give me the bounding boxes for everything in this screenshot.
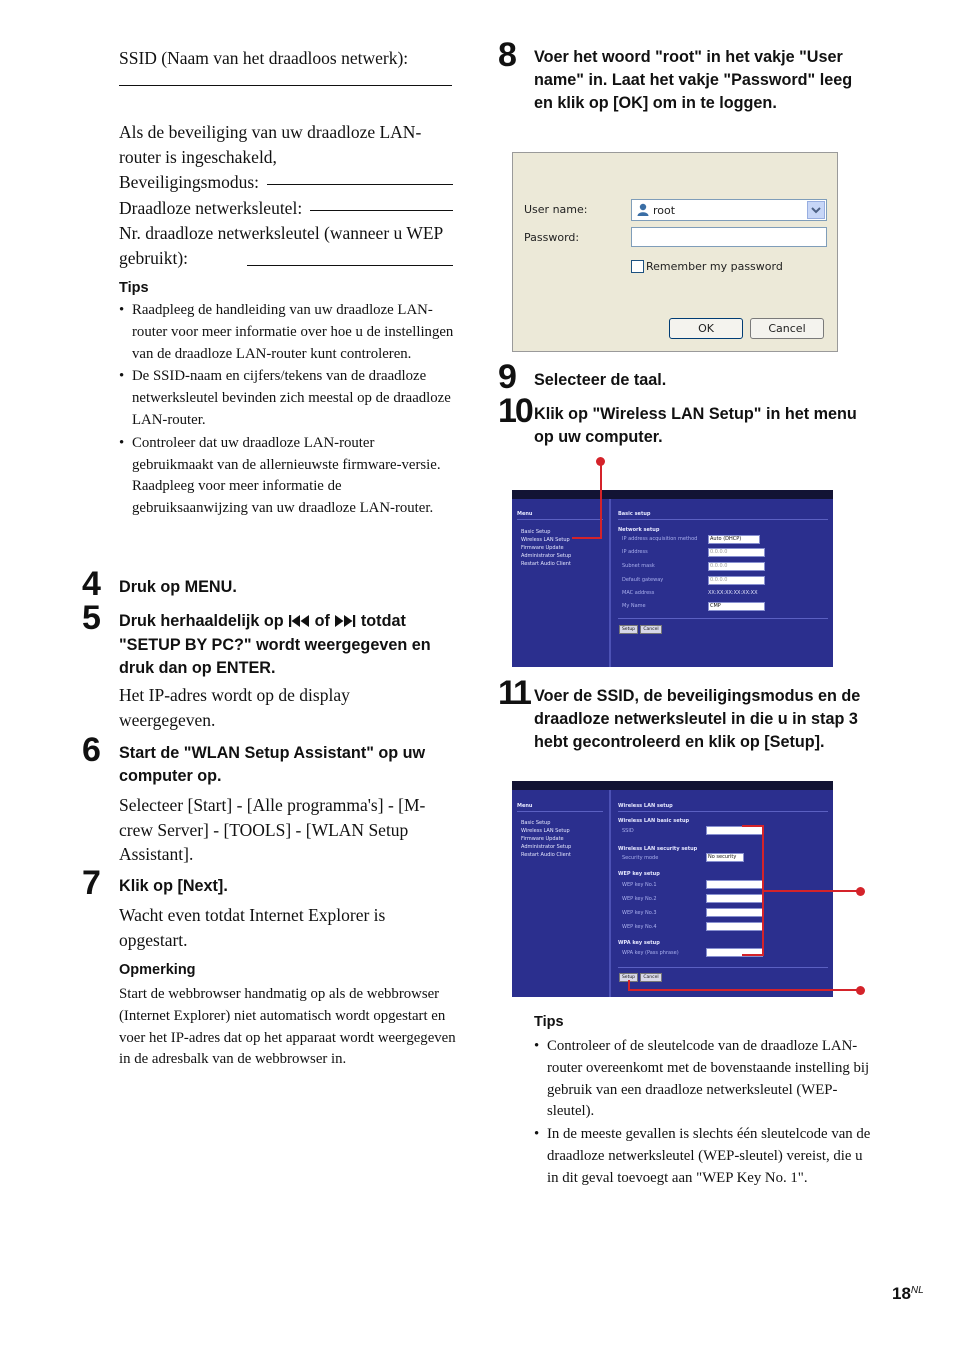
key-number-blank [247, 251, 453, 266]
callout-dot [856, 986, 865, 995]
tip-item: • De SSID-naam en cijfers/tekens van de draadloze netwerksleutel bevinden zich meestal op de draadloze LAN-router. [119, 368, 451, 428]
callout-dot [856, 887, 865, 896]
section-title: Basic setup [618, 511, 651, 517]
step-title: Voer de SSID, de beveiligingsmodus en de draadloze netwerksleutel in die u in stap 3 hebt gecontroleerd en klik op [Setup]. [534, 687, 861, 751]
wep-key-1-field[interactable] [706, 880, 763, 889]
user-name-field[interactable] [631, 199, 827, 221]
ssid-label: SSID (Naam van het draadloos netwerk): [119, 48, 409, 68]
user-name-value: root [653, 204, 676, 217]
step-title: Druk op MENU. [119, 578, 237, 596]
page-number: $18^{NL}$ [892, 1284, 924, 1303]
tip-item: • Controleer dat uw draadloze LAN-router gebruikmaakt van de allernieuwste firmware-versie. Raadpleeg voor meer informatie de gebruiksaanwijzing van uw draadloze LAN-router. [119, 434, 441, 517]
group-title: WPA key setup [618, 940, 660, 946]
ssid-line [119, 46, 459, 86]
screen-divider [609, 790, 611, 997]
step-number: 10 [498, 392, 532, 430]
tip-item: • Controleer of de sleutelcode van de draadloze LAN-router overeenkomt met de bovenstaande instelling bij gebruik van een draadloze netwerksleutel (WEP-sleutel). [534, 1038, 870, 1120]
step-number: 5 [82, 599, 99, 637]
callout-line [764, 890, 860, 892]
step-number: 4 [82, 565, 99, 603]
row-label: Default gateway [622, 577, 664, 583]
menu-item-wireless-lan-setup[interactable]: Wireless LAN Setup [521, 828, 570, 834]
step-title: Voer het woord "root" in het vakje "User name" in. Laat het vakje "Password" leeg en klik op [OK] om in te loggen. [534, 48, 853, 112]
login-dialog [512, 152, 838, 352]
ip-address-field[interactable]: 0.0.0.0 [708, 548, 765, 557]
row-label: Subnet mask [622, 563, 655, 569]
step-title: Klik op "Wireless LAN Setup" in het menu op uw computer. [534, 405, 857, 446]
menu-item-firmware-update[interactable]: Firmware Update [521, 836, 564, 842]
menu-item-basic-setup[interactable]: Basic Setup [521, 820, 551, 826]
step-body: Wacht even totdat Internet Explorer is opgestart. [119, 905, 386, 950]
screen-header-bar [512, 490, 833, 499]
step-number: 11 [498, 674, 530, 712]
chevron-down-icon[interactable] [807, 201, 825, 219]
user-icon [637, 203, 649, 221]
skip-previous-icon [288, 611, 310, 634]
skip-next-icon [334, 611, 356, 634]
ssid-field[interactable] [706, 826, 763, 835]
callout-line [742, 825, 764, 827]
password-label: Password: [524, 231, 580, 244]
menu-item-firmware-update[interactable]: Firmware Update [521, 545, 564, 551]
screen-divider [609, 499, 611, 667]
router-screen-basic-setup [512, 490, 833, 667]
default-gateway-field[interactable]: 0.0.0.0 [708, 576, 765, 585]
group-title: Wireless LAN basic setup [618, 818, 690, 824]
wep-key-label: WEP key No.4 [622, 924, 657, 930]
security-mode-blank [267, 170, 453, 185]
step-number: 8 [498, 36, 515, 74]
step-body: Selecteer [Start] - [Alle programma's] - [M-crew Server] - [TOOLS] - [WLAN Setup Assistant]. [119, 795, 426, 864]
row-label: IP address [622, 549, 648, 555]
step-title: Start de "WLAN Setup Assistant" op uw computer op. [119, 744, 426, 785]
wireless-key-blank [310, 196, 453, 211]
tip-item: • Raadpleeg de handleiding van uw draadloze LAN-router voor meer informatie over hoe u de instellingen van de draadloze LAN-router kunt controleren. [119, 302, 454, 362]
ip-method-select[interactable]: Auto (DHCP) [708, 535, 760, 544]
step-title: Klik op [Next]. [119, 877, 228, 895]
key-number-label: Nr. draadloze netwerksleutel (wanneer u WEP gebruikt): [119, 223, 443, 268]
security-mode-label: Beveiligingsmodus: [119, 172, 259, 192]
cancel-button[interactable]: Cancel [750, 318, 824, 339]
menu-item-restart-audio-client[interactable]: Restart Audio Client [521, 561, 571, 567]
wep-key-label: WEP key No.3 [622, 910, 657, 916]
wep-key-label: WEP key No.1 [622, 882, 657, 888]
callout-line [600, 463, 602, 539]
wep-key-3-field[interactable] [706, 908, 763, 917]
tips-list-right [534, 1036, 872, 1191]
remember-checkbox[interactable] [631, 260, 644, 273]
ok-button[interactable]: OK [669, 318, 743, 339]
step-title: Selecteer de taal. [534, 371, 667, 389]
security-section [119, 120, 459, 270]
step-number: 6 [82, 731, 99, 769]
row-label: My Name [622, 603, 646, 609]
screen-header-bar [512, 781, 833, 790]
note-heading: Opmerking [119, 962, 196, 978]
security-mode-label: Security mode [622, 855, 659, 861]
subnet-mask-field[interactable]: 0.0.0.0 [708, 562, 765, 571]
step-number: 9 [498, 358, 515, 396]
callout-line [742, 954, 764, 956]
step-number: 7 [82, 864, 99, 902]
callout-line [572, 537, 602, 539]
security-mode-select[interactable]: No security [706, 853, 744, 862]
mac-address-value: XX:XX:XX:XX:XX:XX [708, 590, 758, 596]
ssid-blank [119, 71, 452, 86]
step-body: Het IP-adres wordt op de display weergegeven. [119, 685, 350, 730]
remember-label: Remember my password [646, 260, 783, 273]
group-title: Wireless LAN security setup [618, 846, 698, 852]
my-name-field[interactable]: CMP [708, 602, 765, 611]
row-label: IP address acquisition method [622, 536, 698, 542]
note-body: Start de webbrowser handmatig op als de webbrowser (Internet Explorer) niet automatisch wordt opgestart en voer het IP-adres dat op het apparaat wordt weergegeven in de adresbalk van de webbrowser in. [119, 986, 456, 1068]
step-title: Druk herhaaldelijk op of totdat "SETUP BY PC?" wordt weergegeven en druk dan op ENTER. [119, 612, 431, 677]
wireless-key-label: Draadloze netwerksleutel: [119, 197, 303, 218]
menu-item-administrator-setup[interactable]: Administrator Setup [521, 844, 572, 850]
tips-heading-left: Tips [119, 280, 149, 296]
ssid-label: SSID [622, 828, 634, 834]
callout-line [628, 989, 860, 991]
tip-item: • In de meeste gevallen is slechts één sleutelcode van de draadloze netwerksleutel (WEP-sleutel) vereist, die u in dit geval toevoegt aan "WEP Key No. 1". [534, 1126, 871, 1186]
menu-item-administrator-setup[interactable]: Administrator Setup [521, 553, 572, 559]
section-title: Wireless LAN setup [618, 803, 673, 809]
tips-list-left [119, 300, 457, 521]
wep-key-4-field[interactable] [706, 922, 763, 931]
menu-title: Menu [517, 803, 533, 809]
menu-item-wireless-lan-setup[interactable]: Wireless LAN Setup [521, 537, 570, 543]
tips-heading-right: Tips [534, 1014, 564, 1030]
wep-key-2-field[interactable] [706, 894, 763, 903]
group-title: WEP key setup [618, 871, 660, 877]
user-name-label: User name: [524, 203, 588, 216]
menu-title: Menu [517, 511, 533, 517]
cancel-button[interactable]: Cancel [640, 625, 662, 634]
group-title: Network setup [618, 527, 660, 533]
menu-item-basic-setup[interactable]: Basic Setup [521, 529, 551, 535]
router-screen-wireless-lan-setup [512, 781, 833, 997]
security-intro: Als de beveiliging van uw draadloze LAN-router is ingeschakeld, [119, 122, 422, 167]
password-field[interactable] [631, 227, 827, 247]
wpa-key-label: WPA key (Pass phrase) [622, 950, 679, 956]
setup-button[interactable]: Setup [619, 973, 638, 982]
cancel-button[interactable]: Cancel [640, 973, 662, 982]
menu-item-restart-audio-client[interactable]: Restart Audio Client [521, 852, 571, 858]
setup-button[interactable]: Setup [619, 625, 638, 634]
wep-key-label: WEP key No.2 [622, 896, 657, 902]
row-label: MAC address [622, 590, 655, 596]
